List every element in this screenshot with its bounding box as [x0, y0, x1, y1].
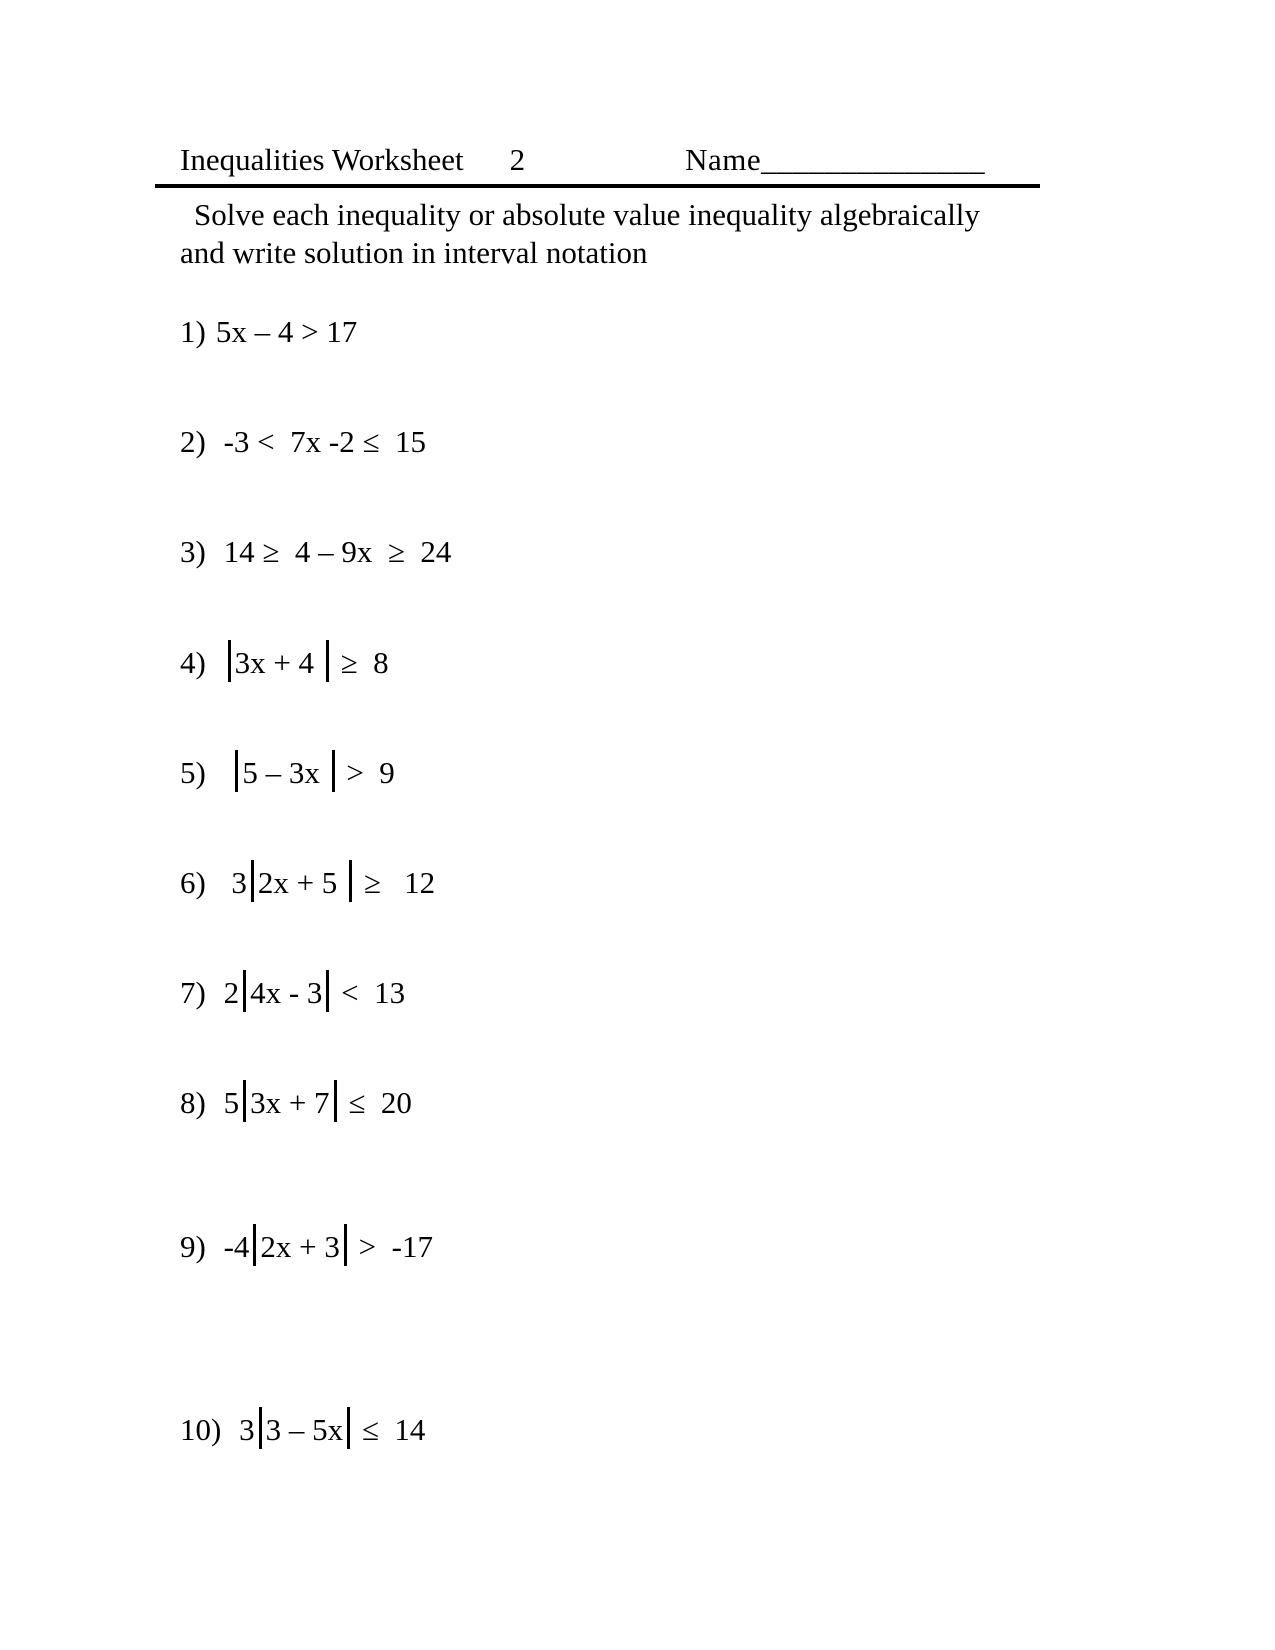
problem-number: 8)	[180, 1085, 206, 1120]
problem-expression: 3x + 4 ≥ 8	[216, 640, 389, 685]
absolute-value-bar	[251, 860, 254, 902]
name-label: Name	[685, 142, 762, 177]
name-field	[685, 138, 985, 182]
problem-number: 4)	[180, 645, 206, 680]
problem-expression: 5 – 3x > 9	[216, 750, 395, 795]
worksheet-number: 2	[509, 142, 526, 177]
absolute-value-bar	[228, 640, 231, 682]
name-blank-line: ______________	[761, 142, 986, 177]
problem-number: 10)	[180, 1412, 222, 1447]
problem-number: 5)	[180, 755, 206, 790]
problem-list	[180, 310, 1185, 1451]
problem-number: 7)	[180, 975, 206, 1010]
problem-row	[180, 530, 1185, 574]
absolute-value-bar	[326, 970, 329, 1012]
problem-expression: 5 3x + 7 ≤ 20	[216, 1080, 412, 1125]
problem-row	[180, 1080, 1185, 1124]
absolute-value-bar	[347, 1407, 350, 1449]
instructions-line-1: Solve each inequality or absolute value inequality algebraically	[194, 197, 980, 232]
problem-row	[180, 1224, 1185, 1268]
instructions-line-2: and write solution in interval notation	[180, 235, 648, 270]
instructions	[180, 196, 1020, 272]
problem-expression: 5x – 4 > 17	[215, 314, 358, 349]
problem-row	[180, 860, 1185, 904]
problem-expression: -4 2x + 3 > -17	[216, 1224, 433, 1269]
problem-number: 2)	[180, 424, 206, 459]
absolute-value-bar	[253, 1224, 256, 1266]
absolute-value-bar	[243, 970, 246, 1012]
header	[180, 138, 1185, 182]
problem-row	[180, 640, 1185, 684]
problem-number: 6)	[180, 865, 206, 900]
problem-row	[180, 1407, 1185, 1451]
problem-expression: 3 3 – 5x ≤ 14	[231, 1407, 425, 1452]
problem-expression: 14 ≥ 4 – 9x ≥ 24	[215, 534, 452, 569]
problem-number: 1)	[180, 314, 206, 349]
problem-expression: -3 < 7x -2 ≤ 15	[215, 424, 426, 459]
problem-row	[180, 750, 1185, 794]
problem-number: 3)	[180, 534, 206, 569]
absolute-value-bar	[344, 1224, 347, 1266]
page-title: Inequalities Worksheet	[180, 142, 464, 177]
absolute-value-bar	[332, 750, 335, 792]
absolute-value-bar	[259, 1407, 262, 1449]
absolute-value-bar	[326, 640, 329, 682]
problem-number: 9)	[180, 1229, 206, 1264]
problem-row	[180, 970, 1185, 1014]
problem-expression: 2 4x - 3 < 13	[216, 970, 405, 1015]
absolute-value-bar	[243, 1080, 246, 1122]
problem-expression: 3 2x + 5 ≥ 12	[216, 860, 435, 905]
absolute-value-bar	[235, 750, 238, 792]
absolute-value-bar	[349, 860, 352, 902]
absolute-value-bar	[334, 1080, 337, 1122]
problem-row	[180, 310, 1185, 354]
problem-row	[180, 420, 1185, 464]
